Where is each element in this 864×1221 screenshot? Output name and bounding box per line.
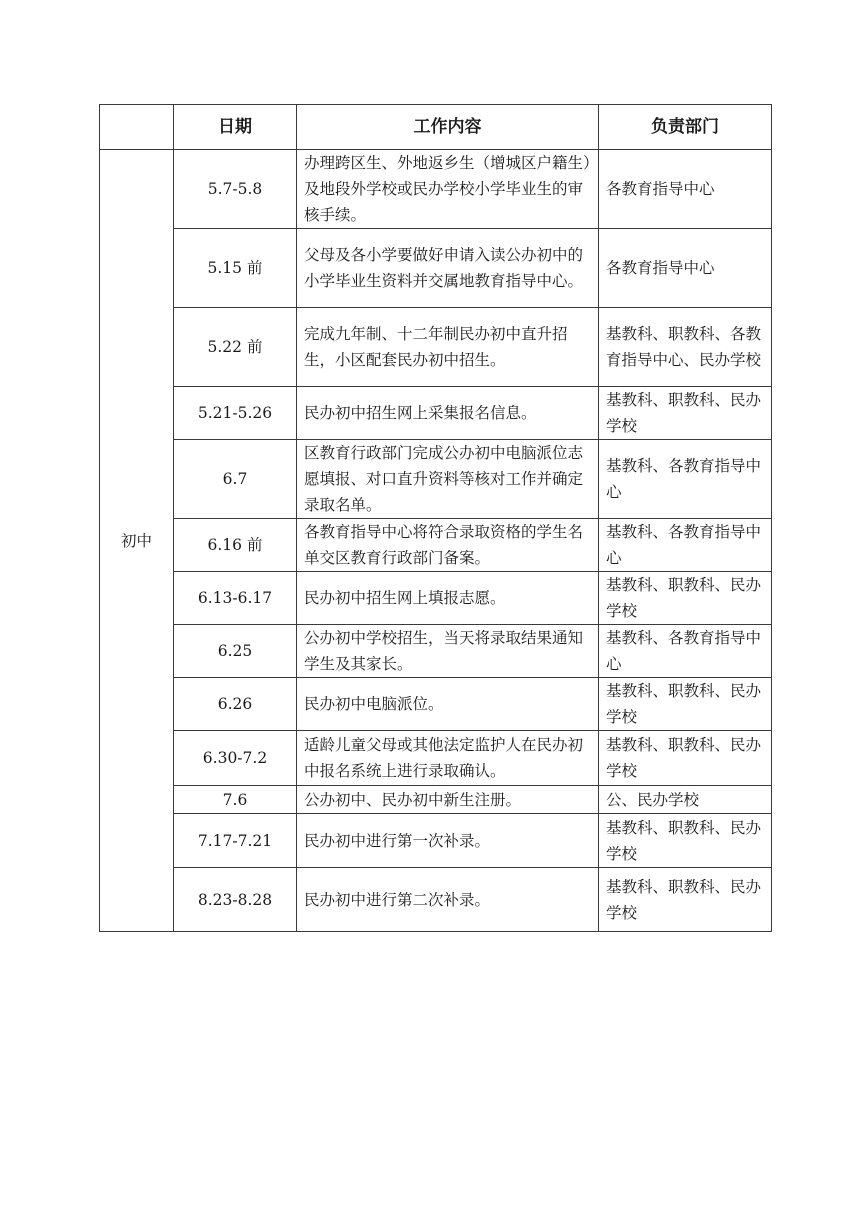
table-row [100,678,772,731]
row-department: 基教科、职教科、民办学校 [599,868,772,932]
row-work-content: 父母及各小学要做好申请入读公办初中的小学毕业生资料并交属地教育指导中心。 [297,229,599,308]
table-row [100,786,772,814]
row-department: 基教科、职教科、民办学校 [599,387,772,440]
row-department: 基教科、各教育指导中心 [599,519,772,572]
row-work-content: 民办初中招生网上填报志愿。 [297,572,599,625]
header-row [100,105,772,150]
row-date: 5.21-5.26 [174,387,297,440]
row-date: 6.7 [174,440,297,519]
table-row [100,625,772,678]
enrollment-schedule-table [99,104,772,932]
row-work-content: 民办初中进行第二次补录。 [297,868,599,932]
row-work-content: 完成九年制、十二年制民办初中直升招生，小区配套民办初中招生。 [297,308,599,387]
table-row [100,868,772,932]
row-department: 公、民办学校 [599,786,772,814]
row-date: 8.23-8.28 [174,868,297,932]
schedule-sheet [99,104,771,932]
row-department: 各教育指导中心 [599,150,772,229]
row-department: 基教科、各教育指导中心 [599,625,772,678]
row-work-content: 民办初中进行第一次补录。 [297,814,599,868]
table-row [100,519,772,572]
table-row [100,150,772,229]
table-row [100,440,772,519]
row-date: 6.30-7.2 [174,731,297,786]
header-stage [100,105,174,150]
row-date: 6.16 前 [174,519,297,572]
row-work-content: 办理跨区生、外地返乡生（增城区户籍生）及地段外学校或民办学校小学毕业生的审核手续。 [297,150,599,229]
row-department: 基教科、职教科、民办学校 [599,814,772,868]
row-work-content: 民办初中电脑派位。 [297,678,599,731]
header-department: 负责部门 [599,105,772,150]
row-work-content: 民办初中招生网上采集报名信息。 [297,387,599,440]
row-work-content: 各教育指导中心将符合录取资格的学生名单交区教育行政部门备案。 [297,519,599,572]
row-date: 7.6 [174,786,297,814]
table-row [100,308,772,387]
row-date: 5.15 前 [174,229,297,308]
table-row [100,731,772,786]
row-date: 6.13-6.17 [174,572,297,625]
row-department: 基教科、职教科、民办学校 [599,731,772,786]
row-department: 各教育指导中心 [599,229,772,308]
row-work-content: 公办初中学校招生，当天将录取结果通知学生及其家长。 [297,625,599,678]
row-department: 基教科、职教科、民办学校 [599,678,772,731]
row-department: 基教科、职教科、民办学校 [599,572,772,625]
row-date: 7.17-7.21 [174,814,297,868]
table-row [100,814,772,868]
row-department: 基教科、各教育指导中心 [599,440,772,519]
row-date: 5.7-5.8 [174,150,297,229]
row-work-content: 公办初中、民办初中新生注册。 [297,786,599,814]
row-date: 6.25 [174,625,297,678]
row-work-content: 适龄儿童父母或其他法定监护人在民办初中报名系统上进行录取确认。 [297,731,599,786]
row-work-content: 区教育行政部门完成公办初中电脑派位志愿填报、对口直升资料等核对工作并确定录取名单。 [297,440,599,519]
row-department: 基教科、职教科、各教育指导中心、民办学校 [599,308,772,387]
table-row [100,229,772,308]
header-date: 日期 [174,105,297,150]
table-row [100,572,772,625]
row-date: 6.26 [174,678,297,731]
row-date: 5.22 前 [174,308,297,387]
table-row [100,387,772,440]
header-work-content: 工作内容 [297,105,599,150]
stage-label: 初中 [100,150,174,932]
